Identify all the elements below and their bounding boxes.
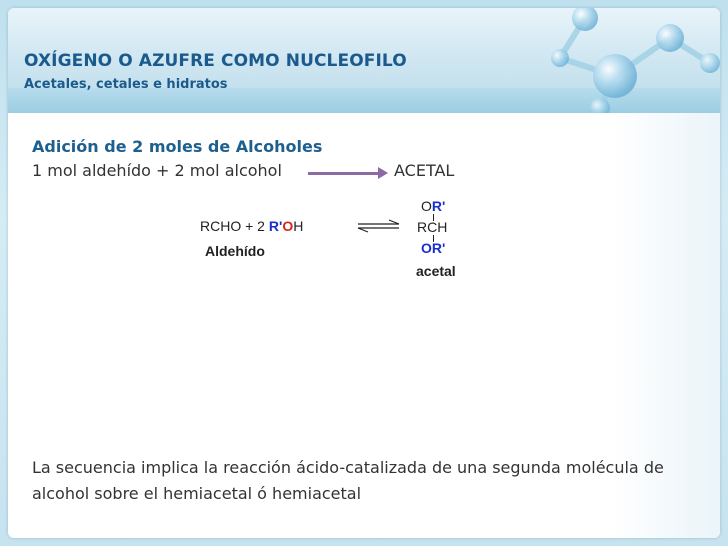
reactant-oxygen: O	[282, 218, 294, 234]
product-top-r-group: R'	[431, 198, 446, 214]
explanation-text: La secuencia implica la reacción ácido-catalizada de una segunda molécula de alcohol sobre el hemiacetal ó hemiacetal	[32, 458, 664, 503]
product-center: RCH	[417, 219, 448, 235]
section-heading: Adición de 2 moles de Alcoholes	[32, 137, 323, 156]
equation-left-text: 1 mol aldehído + 2 mol alcohol	[32, 161, 282, 180]
product-top-group	[421, 198, 445, 214]
product-bottom-group: OR'	[421, 240, 446, 256]
reactant-r-group: R'	[268, 218, 283, 234]
reactants-formula	[200, 218, 303, 234]
slide-content	[8, 113, 720, 538]
slide-subtitle: Acetales, cetales e hidratos	[24, 77, 228, 92]
reactant-prefix: RCHO + 2	[200, 218, 269, 234]
equilibrium-arrows-icon	[356, 219, 402, 233]
reaction-arrow-shaft	[308, 172, 380, 175]
equation-right-text: ACETAL	[394, 161, 455, 180]
acetal-label: acetal	[416, 263, 456, 279]
reactant-hydrogen: H	[293, 218, 304, 234]
slide-frame	[8, 8, 720, 538]
molecule-graphic	[410, 8, 720, 113]
aldehyde-label: Aldehído	[205, 243, 265, 259]
slide-title: OXÍGENO O AZUFRE COMO NUCLEOFILO	[24, 51, 407, 71]
reaction-arrow-icon	[378, 167, 388, 179]
slide-header	[8, 8, 720, 113]
product-top-oxygen: O	[421, 198, 432, 214]
